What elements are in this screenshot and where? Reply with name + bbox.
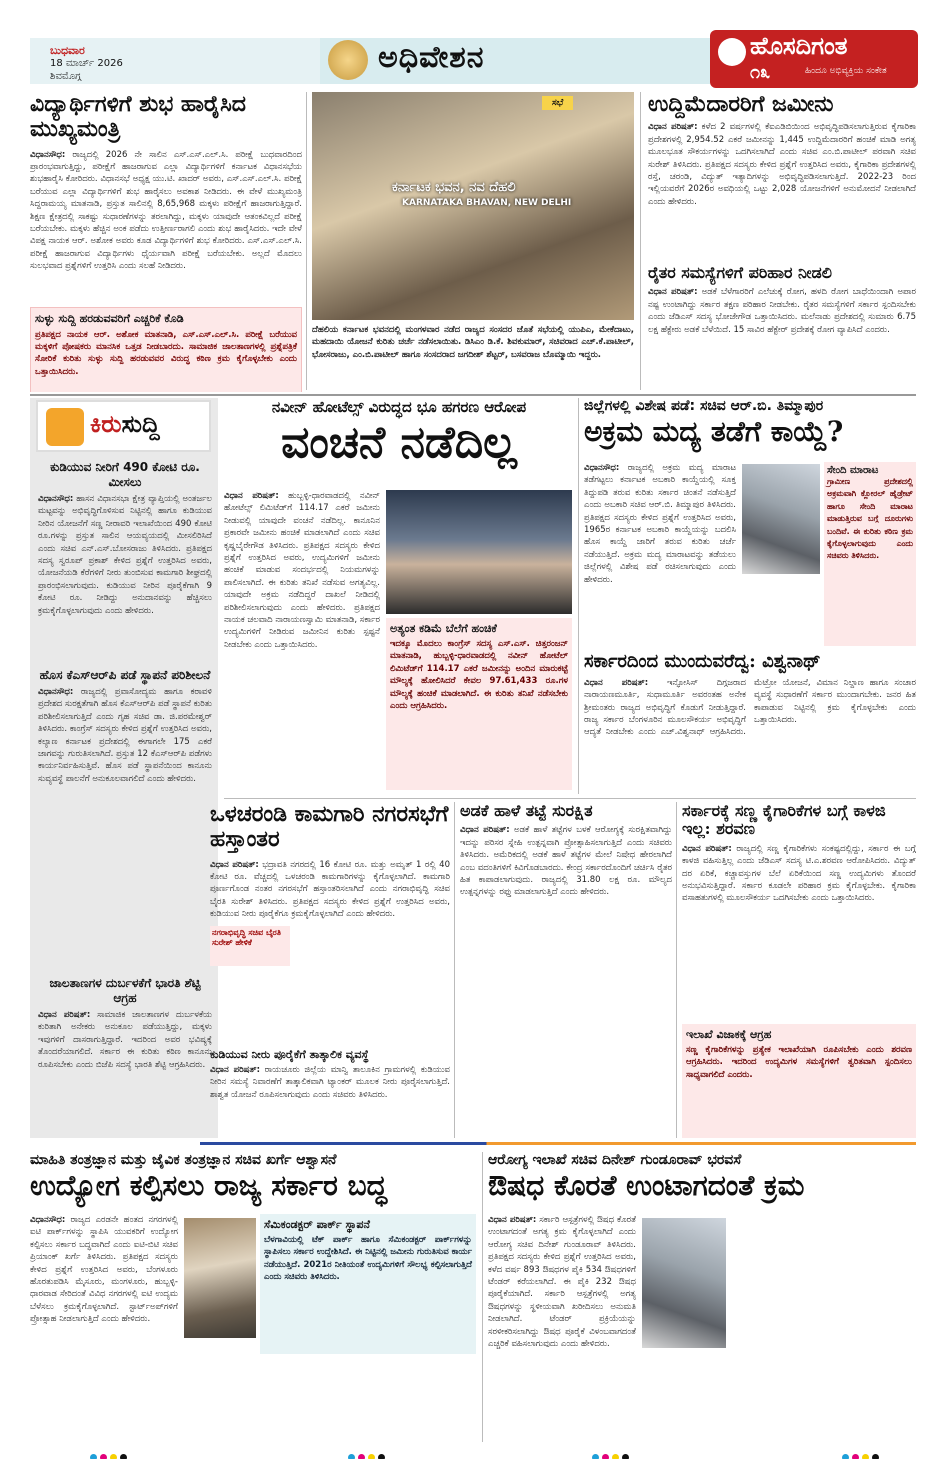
photo-minister (642, 1218, 726, 1348)
article-body: ಕಳೆದ 2 ವರ್ಷಗಳಲ್ಲಿ ಕೆಐಎಡಿಬಿಯಿಂದ ಅಭಿವೃದ್ಧಿಪಡಿಸಲಾಗುತ್ತಿರುವ ಕೈಗಾರಿಕಾ ಪ್ರದೇಶಗಳಲ್ಲಿ 2,954.52 ಎಕರೆ ಜಮೀನನ್ನು 1,445 ಉದ್ದಿಮೆದಾರರಿಗೆ ಹಂಚಿಕೆ ಮಾಡಿ ಅಗತ್ಯ ಮೂಲಭೂತ ಸೌಕರ್ಯಗಳನ್ನು ಒದಗಿಸಲಾಗಿದೆ ಎಂದು ಸಚಿವ ಎಂ.ಬಿ.ಪಾಟೀಲ್ ಪರವಾಗಿ ಸಚಿವ ಸುರೇಶ್ ತಿಳಿಸಿದರು. ಪ್ರತಿಪಕ್ಷದ ಸದಸ್ಯರು ಕೇಳಿದ ಪ್ರಶ್ನೆಗೆ ಉತ್ತರಿಸಿದ ಅವರು, ಕೈಗಾರಿಕಾ ಪ್ರದೇಶಗಳಲ್ಲಿ ರಸ್ತೆ, ಚರಂಡಿ, ವಿದ್ಯುತ್ ಇತ್ಯಾದಿಗಳನ್ನು ಅಭಿವೃದ್ಧಿಪಡಿಸಲಾಗುತ್ತಿದೆ. 2022-23 ರಿಂದ ಇಲ್ಲಿಯವರೆಗೆ 2026ರ ಅವಧಿಯಲ್ಲಿ ಒಟ್ಟು 2,028 ಯೋಜನೆಗಳಿಗೆ ಅನುಮೋದನೆ ನೀಡಲಾಗಿದೆ ಎಂದು ಹೇಳಿದರು. (648, 122, 916, 207)
label-part-b: ಸುದ್ದಿ (121, 410, 160, 438)
photo-meeting (312, 92, 634, 320)
news-title: ಹೊಸ ಕೆಎಸ್ಆರ್‌ಪಿ ಪಡೆ ಸ್ಥಾಪನೆ ಪರಿಶೀಲನೆ (39, 668, 211, 682)
article-headline: ಸರ್ಕಾರಕ್ಕೆ ಸಣ್ಣ ಕೈಗಾರಿಕೆಗಳ ಬಗ್ಗೆ ಕಾಳಜಿ ಇಲ್ಲ: ಶರವಣ (682, 802, 886, 839)
logo-tagline: ಹಿಂದೂ ಅಭಿವ್ಯಕ್ತಿಯ ಸಂಕೇತ (805, 66, 887, 76)
article-headline: ಔಷಧ ಕೊರತೆ ಉಂಟಾಗದಂತೆ ಕ್ರಮ (488, 1169, 805, 1202)
box-title: ಸುಳ್ಳು ಸುದ್ದಿ ಹರಡುವವರಿಗೆ ಎಚ್ಚರಿಕೆ ಕೊಡಿ (35, 311, 184, 325)
short-news-water (38, 460, 212, 650)
article-kicker: ನವೀನ್ ಹೋಟೆಲ್ಸ್ ವಿರುದ್ಧದ ಭೂ ಹಗರಣ ಆರೋಪ (271, 398, 527, 416)
article-headline: ವಂಚನೆ ನಡೆದಿಲ್ಲ (281, 417, 517, 468)
article-body: ಅಡಕೆ ಬೆಳೆಗಾರರಿಗೆ ಎಲೆಚುಕ್ಕೆ ರೋಗ, ಹಳದಿ ರೋಗ ಬಾಧೆಯಿಂದಾಗಿ ಅಪಾರ ನಷ್ಟ ಉಂಟಾಗಿದ್ದು ಸರ್ಕಾರ ತಕ್ಷಣ ಪರಿಹಾರ ನೀಡಬೇಕು. ರೈತರ ಸಮಸ್ಯೆಗಳಿಗೆ ಸರ್ಕಾರ ಸ್ಪಂದಿಸಬೇಕು ಎಂದು ಜೆಡಿಎಸ್ ಸದಸ್ಯ ಭೋಜೇಗೌಡ ಒತ್ತಾಯಿಸಿದರು. ಮಲೆನಾಡು ಪ್ರದೇಶದಲ್ಲಿ ಸುಮಾರು 6.75 ಲಕ್ಷ ಹೆಕ್ಟೇರು ಅಡಕೆ ಬೆಳೆಯಿದೆ. 15 ಸಾವಿರ ಹೆಕ್ಟೇರ್ ಪ್ರದೇಶಕ್ಕೆ ರೋಗ ವ್ಯಾಪಿಸಿದೆ ಎಂದರು. (648, 287, 916, 335)
box-title: ಇಲಾಖೆ ವಿಜಾಕಕ್ಕೆ ಆಗ್ರಹ (686, 1028, 772, 1041)
page-number: ೧೩ (750, 62, 771, 83)
article-headline: ವಿದ್ಯಾರ್ಥಿಗಳಿಗೆ ಶುಭ ಹಾರೈಸಿದ ಮುಖ್ಯಮಂತ್ರಿ (30, 92, 247, 143)
photo-caption: ದೆಹಲಿಯ ಕರ್ನಾಟಕ ಭವನದಲ್ಲಿ ಮಂಗಳವಾರ ನಡೆದ ರಾಜ್ಯದ ಸಂಸದರ ಜೊತೆ ಸಭೆಯಲ್ಲಿ ಯುಪಿಎ, ಮೇಕೆದಾಟು, ಮಹದಾಯಿ ಯೋಜನೆ ಕುರಿತು ಚರ್ಚೆ ನಡೆಸಲಾಯಿತು. ಡಿಸಿಎಂ ಡಿ.ಕೆ. ಶಿವಕುಮಾರ್, ಸಚಿವರಾದ ಎಚ್.ಕೆ.ಪಾಟೀಲ್, ಭೋಸರಾಜು, ಎಂ.ಬಿ.ಪಾಟೀಲ್ ಹಾಗೂ ಸಂಸದರಾದ ಜಗದೀಶ್ ಶೆಟ್ಟರ್, ಬಸವರಾಜ ಬೊಮ್ಮಾಯಿ ಇದ್ದರು. (312, 325, 634, 360)
issue-city: ಶಿವಮೊಗ್ಗ (50, 71, 82, 82)
article-body: ಇನ್ಫೋಸಿಸ್ ದಿಗ್ಗಜರಾದ ನಾರಾಯಣಮೂರ್ತಿ, ಸುಧಾಮೂರ್ತಿ ಅವರಂತಹ ಅನೇಕ ಶ್ರೀಮಂತರು ರಾಜ್ಯದ ಅಭಿವೃದ್ಧಿಗೆ ಕೊಡುಗೆ ನೀಡುತ್ತಿದ್ದಾರೆ. ರಾಜ್ಯ ಸರ್ಕಾರ ಬೆಂಗಳೂರಿನ ಮೂಲಸೌಕರ್ಯ ಅಭಿವೃದ್ಧಿಗೆ ಆದ್ಯತೆ ನೀಡಬೇಕು ಎಂದು ಎಚ್.ವಿಶ್ವನಾಥ್ ಆಗ್ರಹಿಸಿದರು. ಮೆಟ್ರೋ ಯೋಜನೆ, ವಿಮಾನ ನಿಲ್ದಾಣ ಹಾಗೂ ಸಂಚಾರ ವ್ಯವಸ್ಥೆ ಸುಧಾರಣೆಗೆ ಸರ್ಕಾರ ಮುಂದಾಗಬೇಕು. ಜನರ ಹಿತ ಕಾಪಾಡುವ ನಿಟ್ಟಿನಲ್ಲಿ ಕ್ರಮ ಕೈಗೊಳ್ಳಬೇಕು ಎಂದು ಒತ್ತಾಯಿಸಿದರು. (584, 677, 916, 738)
photo-sign: ಕರ್ನಾಟಕ ಭವನ, ನವ ದೆಹಲಿ (392, 180, 516, 195)
box-title: ಅತ್ಯಂತ ಕಡಿಮೆ ಬೆಲೆಗೆ ಹಂಚಿಕೆ (390, 622, 497, 635)
news-title: ಜಾಲತಾಣಗಳ ದುರ್ಬಳಕೆಗೆ ಭಾರತಿ ಶೆಟ್ಟಿ ಆಗ್ರಹ (49, 976, 201, 1005)
section-title: ಅಧಿವೇಶನ (378, 40, 485, 75)
logo-mark-icon (718, 38, 746, 66)
dateline: ವಿಧಾನ ಪರಿಷತ್: (210, 859, 259, 870)
news-body: ಸಾಮಾಜಿಕ ಜಾಲತಾಣಗಳ ದುರ್ಬಳಕೆಯ ಕುರಿತಾಗಿ ಅನೇಕರು ಅನುಕೂಲ ಪಡೆಯುತ್ತಿದ್ದು, ಮಕ್ಕಳು ಇವುಗಳಿಗೆ ದಾಸರಾಗುತ್ತಿದ್ದಾರೆ. ಇದರಿಂದ ಅವರ ಭವಿಷ್ಯಕ್ಕೆ ತೊಂದರೆಯಾಗಲಿದೆ. ಸರ್ಕಾರ ಈ ಕುರಿತು ಕಠಿಣ ಕಾನೂನು ರೂಪಿಸಬೇಕು ಎಂದು ಬಿಜೆಪಿ ಸದಸ್ಯೆ ಭಾರತಿ ಶೆಟ್ಟಿ ಆಗ್ರಹಿಸಿದರು. (38, 1010, 212, 1070)
article-it-jobs (30, 1152, 476, 1442)
logo-text: ಹೊಸದಿಗಂತ (750, 32, 848, 60)
article-body: ರಾಜ್ಯದ ಎರಡನೇ ಹಂತದ ನಗರಗಳಲ್ಲಿ ಐಟಿ ಪಾರ್ಕ್‌ಗಳನ್ನು ಸ್ಥಾಪಿಸಿ ಯುವಕರಿಗೆ ಉದ್ಯೋಗ ಕಲ್ಪಿಸಲು ಸರ್ಕಾರ ಬದ್ಧವಾಗಿದೆ ಎಂದು ಐಟಿ-ಬಿಟಿ ಸಚಿವ ಪ್ರಿಯಾಂಕ್ ಖರ್ಗೆ ತಿಳಿಸಿದರು. ಪ್ರತಿಪಕ್ಷದ ಸದಸ್ಯರು ಕೇಳಿದ ಪ್ರಶ್ನೆಗೆ ಉತ್ತರಿಸಿದ ಅವರು, ಬೆಂಗಳೂರು ಹೊರತುಪಡಿಸಿ ಮೈಸೂರು, ಮಂಗಳೂರು, ಹುಬ್ಬಳ್ಳಿ-ಧಾರವಾಡ ಸೇರಿದಂತೆ ವಿವಿಧ ನಗರಗಳಲ್ಲಿ ಐಟಿ ಉದ್ಯಮ ಬೆಳೆಸಲು ಕ್ರಮಕೈಗೊಳ್ಳಲಾಗಿದೆ. ಸ್ಟಾರ್ಟ್‌ಅಪ್‌ಗಳಿಗೆ ಪ್ರೋತ್ಸಾಹ ನೀಡಲಾಗುತ್ತಿದೆ ಎಂದು ಹೇಳಿದರು. (30, 1215, 178, 1325)
article-small-industries (682, 802, 916, 1138)
news-body: ಹಾಸನ ವಿಧಾನಸಭಾ ಕ್ಷೇತ್ರ ವ್ಯಾಪ್ತಿಯಲ್ಲಿ ಅಂತರ್ಜಲ ಮಟ್ಟವನ್ನು ಅಭಿವೃದ್ಧಿಗೊಳಿಸುವ ನಿಟ್ಟಿನಲ್ಲಿ ಹಾಗೂ ಕುಡಿಯುವ ನೀರಿನ ಯೋಜನೆಗೆ ಸಣ್ಣ ನೀರಾವರಿ ಇಲಾಖೆಯಿಂದ 490 ಕೋಟಿ ರೂ.ಗಳನ್ನು ಪ್ರಸ್ತುತ ಸಾಲಿನ ಆಯವ್ಯಯದಲ್ಲಿ ಮೀಸಲಿರಿಸಿದೆ ಎಂದು ಸಚಿವ ಎನ್.ಎಸ್.ಬೋಸರಾಜು ತಿಳಿಸಿದರು. ಪ್ರತಿಪಕ್ಷದ ಸದಸ್ಯ ಸ್ವರೂಪ್ ಪ್ರಕಾಶ್ ಕೇಳಿದ ಪ್ರಶ್ನೆಗೆ ಉತ್ತರಿಸಿದ ಅವರು, ಯೋಜನೆಯಡಿ ಕೆರೆಗಳಿಗೆ ನೀರು ತುಂಬಿಸುವ ಕಾಮಗಾರಿ ಶೀಘ್ರದಲ್ಲಿ ಪ್ರಾರಂಭಿಸಲಾಗುವುದು. ಕುಡಿಯುವ ನೀರಿನ ಪೂರೈಕೆಗಾಗಿ 9 ಕೋಟಿ ರೂ. ನೀಡಿದ್ದು ಅನುದಾನವನ್ನು ಹೆಚ್ಚಿಸಲು ಕ್ರಮಕೈಗೊಳ್ಳಲಾಗುವುದು ಎಂದು ಹೇಳಿದರು. (38, 494, 212, 616)
article-headline: ಉದ್ಯೋಗ ಕಲ್ಪಿಸಲು ರಾಜ್ಯ ಸರ್ಕಾರ ಬದ್ಧ (30, 1169, 387, 1202)
article-drainage (210, 802, 450, 1138)
article-body: ಅಡಕೆ ಹಾಳೆ ತಟ್ಟೆಗಳ ಬಳಕೆ ಆರೋಗ್ಯಕ್ಕೆ ಸುರಕ್ಷಿತವಾಗಿದ್ದು ಇದನ್ನು ಪರಿಸರ ಸ್ನೇಹಿ ಉತ್ಪನ್ನವಾಗಿ ಪ್ರೋತ್ಸಾಹಿಸಲಾಗುತ್ತಿದೆ ಎಂದು ಸಚಿವರು ತಿಳಿಸಿದರು. ಅಮೆರಿಕದಲ್ಲಿ ಅಡಕೆ ಹಾಳೆ ತಟ್ಟೆಗಳ ಮೇಲೆ ನಿಷೇಧ ಹೇರಲಾಗಿದೆ ಎಂಬ ವದಂತಿಗಳಿಗೆ ಕಿವಿಗೊಡಬಾರದು. ಕೇಂದ್ರ ಸರ್ಕಾರದೊಂದಿಗೆ ಚರ್ಚಿಸಿ ರೈತರ ಹಿತ ಕಾಪಾಡಲಾಗುವುದು. ರಾಜ್ಯದಲ್ಲಿ 31.80 ಲಕ್ಷ ರೂ. ಮೌಲ್ಯದ ಉತ್ಪನ್ನಗಳನ್ನು ರಫ್ತು ಮಾಡಲಾಗುತ್ತಿದೆ ಎಂದು ಹೇಳಿದರು. (460, 825, 672, 898)
pull-quote: ನಗರಾಭಿವೃದ್ಧಿ ಸಚಿವ ಬೈರತಿ ಸುರೇಶ್ ಹೇಳಿಕೆ (210, 926, 290, 966)
issue-day: ಬುಧವಾರ (50, 44, 85, 57)
issue-date: 18 ಮಾರ್ಚ್ 2026 (50, 58, 123, 69)
article-body: ರಾಜ್ಯದಲ್ಲಿ ಅಕ್ರಮ ಮದ್ಯ ಮಾರಾಟ ತಡೆಗಟ್ಟಲು ಕರ್ನಾಟಕ ಅಬಕಾರಿ ಕಾಯ್ದೆಯಲ್ಲಿ ಸೂಕ್ತ ತಿದ್ದುಪಡಿ ತರುವ ಕುರಿತು ಸರ್ಕಾರ ಚಿಂತನೆ ನಡೆಸುತ್ತಿದೆ ಎಂದು ಅಬಕಾರಿ ಸಚಿವ ಆರ್.ಬಿ. ತಿಮ್ಮಾಪುರ ತಿಳಿಸಿದರು. ಪ್ರತಿಪಕ್ಷದ ಸದಸ್ಯರು ಕೇಳಿದ ಪ್ರಶ್ನೆಗೆ ಉತ್ತರಿಸಿದ ಅವರು, 1965ರ ಕರ್ನಾಟಕ ಅಬಕಾರಿ ಕಾಯ್ದೆಯನ್ನು ಬದಲಿಸಿ ಹೊಸ ಕಾಯ್ದೆ ಜಾರಿಗೆ ತರುವ ಕುರಿತು ಚರ್ಚೆ ನಡೆಯುತ್ತಿದೆ. ಅಕ್ರಮ ಮದ್ಯ ಮಾರಾಟವನ್ನು ತಡೆಯಲು ಜಿಲ್ಲೆಗಳಲ್ಲಿ ವಿಶೇಷ ಪಡೆ ರಚಿಸಲಾಗುವುದು ಎಂದು ಹೇಳಿದರು. (584, 463, 736, 585)
photo-tag: ಸಭೆ (542, 96, 573, 110)
dateline: ವಿಧಾನಸೌಧ: (38, 494, 74, 504)
article-body: ಹುಬ್ಬಳ್ಳಿ-ಧಾರವಾಡದಲ್ಲಿ ನವೀನ್ ಹೋಟೆಲ್ಸ್ ಲಿಮಿಟೆಡ್‌ಗೆ 114.17 ಎಕರೆ ಜಮೀನು ನೀಡುವಲ್ಲಿ ಯಾವುದೇ ವಂಚನೆ ನಡೆದಿಲ್ಲ. ಕಾನೂನಿನ ಪ್ರಕಾರವೇ ಜಮೀನು ಹಂಚಿಕೆ ಮಾಡಲಾಗಿದೆ ಎಂದು ಸಚಿವ ಕೃಷ್ಣಬೈರೇಗೌಡ ತಿಳಿಸಿದರು. ಪ್ರತಿಪಕ್ಷದ ಸದಸ್ಯರು ಕೇಳಿದ ಪ್ರಶ್ನೆಗೆ ಉತ್ತರಿಸಿದ ಅವರು, ಉದ್ಯಮಿಗಳಿಗೆ ಜಮೀನು ಹಂಚಿಕೆ ಮಾಡುವ ಸಂದರ್ಭದಲ್ಲಿ ನಿಯಮಗಳನ್ನು ಪಾಲಿಸಲಾಗಿದೆ. ಈ ಕುರಿತು ತನಿಖೆ ನಡೆಸುವ ಅಗತ್ಯವಿಲ್ಲ. ಯಾವುದೇ ಅಕ್ರಮ ನಡೆದಿದ್ದರೆ ದಾಖಲೆ ನೀಡಿದಲ್ಲಿ ಪರಿಶೀಲಿಸಲಾಗುವುದು ಎಂದು ಹೇಳಿದರು. ಪ್ರತಿಪಕ್ಷದ ನಾಯಕ ಚಲವಾದಿ ನಾರಾಯಣಸ್ವಾಮಿ ಮಾತನಾಡಿ, ಸರ್ಕಾರ ಉದ್ಯಮಿಗಳಿಗೆ ನೀಡಿರುವ ಜಮೀನಿನ ಕುರಿತು ಸ್ಪಷ್ಟನೆ ನೀಡಬೇಕು ಎಂದು ಒತ್ತಾಯಿಸಿದರು. (224, 491, 380, 650)
dateline: ವಿಧಾನ ಪರಿಷತ್: (648, 287, 698, 298)
article-body: ರಾಜ್ಯದಲ್ಲಿ ಸಣ್ಣ ಕೈಗಾರಿಕೆಗಳು ಸಂಕಷ್ಟದಲ್ಲಿದ್ದು, ಸರ್ಕಾರ ಈ ಬಗ್ಗೆ ಕಾಳಜಿ ವಹಿಸುತ್ತಿಲ್ಲ ಎಂದು ಜೆಡಿಎಸ್ ಸದಸ್ಯ ಟಿ.ಎ.ಶರವಣ ಆರೋಪಿಸಿದರು. ವಿದ್ಯುತ್ ದರ ಏರಿಕೆ, ಕಚ್ಚಾವಸ್ತುಗಳ ಬೆಲೆ ಏರಿಕೆಯಿಂದ ಸಣ್ಣ ಉದ್ಯಮಿಗಳು ತೊಂದರೆ ಅನುಭವಿಸುತ್ತಿದ್ದಾರೆ. ಸರ್ಕಾರ ಕೂಡಲೇ ಪರಿಹಾರ ಕ್ರಮ ಕೈಗೊಳ್ಳಬೇಕು. ಕೈಗಾರಿಕಾ ವಸಾಹತುಗಳಲ್ಲಿ ಮೂಲಸೌಕರ್ಯ ಒದಗಿಸಬೇಕು ಎಂದು ಒತ್ತಾಯಿಸಿದರು. (682, 843, 916, 904)
news-title: ಕುಡಿಯುವ ನೀರಿಗೆ 490 ಕೋಟಿ ರೂ. ಮೀಸಲು (50, 460, 200, 489)
label-part-a: ಕಿರು (90, 410, 122, 438)
news-body: ರಾಜ್ಯದಲ್ಲಿ ಪ್ರವಾಸೋದ್ಯಮ ಹಾಗೂ ಕರಾವಳಿ ಪ್ರದೇಶದ ಸುರಕ್ಷತೆಗಾಗಿ ಹೊಸ ಕೆಎಸ್ಆರ್‌ಪಿ ಪಡೆ ಸ್ಥಾಪನೆ ಕುರಿತು ಪರಿಶೀಲಿಸಲಾಗುತ್ತಿದೆ ಎಂದು ಗೃಹ ಸಚಿವ ಡಾ. ಜಿ.ಪರಮೇಶ್ವರ್ ತಿಳಿಸಿದರು. ಕಾಂಗ್ರೆಸ್ ಸದಸ್ಯರು ಕೇಳಿದ ಪ್ರಶ್ನೆಗೆ ಉತ್ತರಿಸಿದ ಅವರು, ಕಲ್ಯಾಣ ಕರ್ನಾಟಕ ಪ್ರದೇಶದಲ್ಲಿ ಈಗಾಗಲೇ 175 ಎಕರೆ ಜಾಗವನ್ನು ಗುರುತಿಸಲಾಗಿದೆ. ಪ್ರಸ್ತುತ 12 ಕೆಎಸ್ಆರ್‌ಪಿ ಪಡೆಗಳು ಕಾರ್ಯನಿರ್ವಹಿಸುತ್ತಿವೆ. ಹೊಸ ಪಡೆ ಸ್ಥಾಪನೆಯಿಂದ ಕಾನೂನು ಸುವ್ಯವಸ್ಥೆ ಪಾಲನೆಗೆ ಅನುಕೂಲವಾಗಲಿದೆ ಎಂದು ಹೇಳಿದರು. (38, 687, 212, 784)
sidebar-box (386, 618, 572, 790)
newspaper-logo (710, 30, 918, 88)
article-body-cont (732, 1214, 916, 1442)
article-headline: ಕುಡಿಯುವ ನೀರು ಪೂರೈಕೆಗೆ ತಾತ್ಕಾಲಿಕ ವ್ಯವಸ್ಥೆ (210, 1048, 369, 1061)
article-vishwanath (584, 652, 916, 794)
print-registration-marks (90, 1446, 130, 1454)
photo-minister (184, 1218, 256, 1338)
dateline: ವಿಧಾನ ಪರಿಷತ್: (488, 1215, 537, 1225)
article-headline: ಉದ್ದಿಮೆದಾರರಿಗೆ ಜಮೀನು (648, 92, 834, 117)
photo-minister-speaking (386, 490, 572, 614)
article-areca-plates (460, 802, 672, 1138)
dateline: ವಿಧಾನ ಪರಿಷತ್: (210, 1065, 260, 1075)
photo-minister (742, 464, 820, 574)
dateline: ವಿಧಾನ ಪರಿಷತ್: (682, 843, 732, 854)
article-land-scam (224, 398, 574, 794)
article-kicker: ಮಾಹಿತಿ ತಂತ್ರಜ್ಞಾನ ಮತ್ತು ಜೈವಿಕ ತಂತ್ರಜ್ಞಾನ ಸಚಿವ ಖರ್ಗೆ ಆಶ್ವಾಸನೆ (30, 1152, 337, 1168)
article-kicker: ಆರೋಗ್ಯ ಇಲಾಖೆ ಸಚಿವ ದಿನೇಶ್ ಗುಂಡೂರಾವ್ ಭರವಸೆ (488, 1152, 742, 1168)
box-body: ಪ್ರತಿಪಕ್ಷದ ನಾಯಕ ಆರ್. ಅಶೋಕ ಮಾತನಾಡಿ, ಎಸ್.ಎಸ್.ಎಲ್.ಸಿ. ಪರೀಕ್ಷೆ ಬರೆಯುವ ಮಕ್ಕಳಿಗೆ ಪೋಷಕರು ಮಾನಸಿಕ ಒತ್ತಡ ನೀಡಬಾರದು. ಸಾಮಾಜಿಕ ಜಾಲತಾಣಗಳಲ್ಲಿ ಪ್ರಶ್ನೆಪತ್ರಿಕೆ ಸೋರಿಕೆ ಕುರಿತು ಸುಳ್ಳು ಸುದ್ದಿ ಹರಡುವವರ ವಿರುದ್ಧ ಕಠಿಣ ಕ್ರಮ ಕೈಗೊಳ್ಳಬೇಕು ಎಂದು ಒತ್ತಾಯಿಸಿದರು. (35, 329, 297, 377)
short-news-social-media (38, 976, 212, 1136)
short-news-column (30, 398, 218, 1138)
article-cm-wishes (30, 92, 302, 392)
dateline: ವಿಧಾನ ಪರಿಷತ್: (648, 122, 698, 133)
dateline: ವಿಧಾನಸೌಧ: (30, 1215, 66, 1225)
dateline: ವಿಧಾನ ಪರಿಷತ್: (460, 825, 510, 836)
dateline: ವಿಧಾನಸೌಧ: (30, 149, 66, 160)
box-body: ಸಣ್ಣ ಕೈಗಾರಿಕೆಗಳನ್ನು ಪ್ರತ್ಯೇಕ ಇಲಾಖೆಯಾಗಿ ರೂಪಿಸಬೇಕು ಎಂದು ಶರವಣ ಆಗ್ರಹಿಸಿದರು. ಇದರಿಂದ ಉದ್ಯಮಿಗಳ ಸಮಸ್ಯೆಗಳಿಗೆ ತ್ವರಿತವಾಗಿ ಸ್ಪಂದಿಸಲು ಸಾಧ್ಯವಾಗಲಿದೆ ಎಂದರು. (686, 1045, 912, 1080)
short-news-ksrp (38, 668, 212, 968)
article-headline: ಅಡಕೆ ಹಾಳೆ ತಟ್ಟೆ ಸುರಕ್ಷಿತ (460, 802, 593, 820)
article-body: ರಾಜ್ಯದಲ್ಲಿ 2026 ನೇ ಸಾಲಿನ ಎಸ್.ಎಸ್.ಎಲ್.ಸಿ. ಪರೀಕ್ಷೆ ಬುಧವಾರದಿಂದ ಪ್ರಾರಂಭವಾಗುತ್ತಿದ್ದು, ಪರೀಕ್ಷೆಗೆ ಹಾಜರಾಗುವ ಎಲ್ಲಾ ವಿದ್ಯಾರ್ಥಿಗಳಿಗೆ ಕರ್ನಾಟಕ ವಿಧಾನಸಭೆಯ ಶುಭಹಾರೈಸಿ ಕೋರಿದರು. ವಿಧಾನಸಭೆ ಅಧ್ಯಕ್ಷ ಯು.ಟಿ. ಖಾದರ್ ಅವರು, ಎಸ್.ಎಸ್.ಎಲ್.ಸಿ. ಪರೀಕ್ಷೆ ಬರೆಯುವ ಎಲ್ಲಾ ವಿದ್ಯಾರ್ಥಿಗಳಿಗೆ ಶುಭ ಹಾರೈಸಲು ಅವಕಾಶ ನೀಡಿದರು. ಈ ವೇಳೆ ಮುಖ್ಯಮಂತ್ರಿ ಸಿದ್ದರಾಮಯ್ಯ ಮಾತನಾಡಿ, ಪ್ರಸ್ತುತ ಸಾಲಿನಲ್ಲಿ 8,65,968 ಮಕ್ಕಳು ಪರೀಕ್ಷೆಗೆ ಹಾಜರಾಗುತ್ತಿದ್ದಾರೆ. ಶಿಕ್ಷಣ ಕ್ಷೇತ್ರದಲ್ಲಿ ಸಾಕಷ್ಟು ಸುಧಾರಣೆಗಳನ್ನು ತರಲಾಗಿದ್ದು, ಮಕ್ಕಳು ಯಾವುದೇ ಆತಂಕವಿಲ್ಲದೆ ಪರೀಕ್ಷೆ ಬರೆಯಬೇಕು. ಮಕ್ಕಳು ಹೆಚ್ಚಿನ ಅಂಕ ಪಡೆದು ಉತ್ತೀರ್ಣರಾಗಲಿ ಎಂದು ಶುಭ ಹಾರೈಸಿದರು. ಇದೇ ವೇಳೆ ವಿಪಕ್ಷ ನಾಯಕ ಆರ್. ಅಶೋಕ ಅವರು ಕೂಡ ವಿದ್ಯಾರ್ಥಿಗಳಿಗೆ ಶುಭ ಕೋರಿದರು. ಎಸ್.ಎಸ್.ಎಲ್.ಸಿ. ಪರೀಕ್ಷೆ ಹಾಜರಾಗುವ ವಿದ್ಯಾರ್ಥಿಗಳು ಧೈರ್ಯವಾಗಿ ಪರೀಕ್ಷೆ ಬರೆಯಬೇಕು. ಅಲ್ಲದೆ ಮೊದಲು ಸುಲಭವಾದ ಪ್ರಶ್ನೆಗಳಿಗೆ ಉತ್ತರಿಸಿ ಎಂದು ಸಲಹೆ ನೀಡಿದರು. (30, 149, 302, 272)
dateline: ವಿಧಾನಸೌಧ: (584, 463, 620, 473)
box-body: ಇದಕ್ಕೂ ಮೊದಲು ಕಾಂಗ್ರೆಸ್ ಸದಸ್ಯ ಎಸ್.ಎಸ್. ಚಿತ್ತರಂಜನ್ ಮಾತನಾಡಿ, ಹುಬ್ಬಳ್ಳಿ-ಧಾರವಾಡದಲ್ಲಿ ನವೀನ್ ಹೋಟೆಲ್ ಲಿಮಿಟೆಡ್‌ಗೆ 114.17 ಎಕರೆ ಜಮೀನನ್ನು ಅಂದಿನ ಮಾರುಕಟ್ಟೆ ಮೌಲ್ಯಕ್ಕೆ ಹೋಲಿಸಿದರೆ ಕೇವಲ 97.61,433 ರೂ.ಗಳ ಮೌಲ್ಯಕ್ಕೆ ಹಂಚಿಕೆ ಮಾಡಲಾಗಿದೆ. ಈ ಕುರಿತು ತನಿಖೆ ನಡೆಸಬೇಕು ಎಂದು ಆಗ್ರಹಿಸಿದರು. (390, 639, 568, 712)
hand-icon (46, 408, 84, 446)
box-body: ಗ್ರಾಮೀಣ ಪ್ರದೇಶದಲ್ಲಿ ಅಕ್ರಮವಾಗಿ ಕ್ಲೋರಲ್ ಹೈಡ್ರೇಟ್ ಹಾಗೂ ಸೇಂದಿ ಮಾರಾಟ ಮಾಡುತ್ತಿರುವ ಬಗ್ಗೆ ದೂರುಗಳು ಬಂದಿವೆ. ಈ ಕುರಿತು ಕಠಿಣ ಕ್ರಮ ಕೈಗೊಳ್ಳಲಾಗುವುದು ಎಂದು ಸಚಿವರು ತಿಳಿಸಿದರು. (827, 477, 913, 561)
box-body: ಬೆಳಗಾವಿಯಲ್ಲಿ ಟೆಕ್ ಪಾರ್ಕ್ ಹಾಗೂ ಸೆಮಿಕಂಡಕ್ಟರ್ ಪಾರ್ಕ್‌ಗಳನ್ನು ಸ್ಥಾಪಿಸಲು ಸರ್ಕಾರ ಉದ್ದೇಶಿಸಿದೆ. ಈ ನಿಟ್ಟಿನಲ್ಲಿ ಜಮೀನು ಗುರುತಿಸುವ ಕಾರ್ಯ ನಡೆಯುತ್ತಿದೆ. 2021ರ ನೀತಿಯಂತೆ ಉದ್ಯಮಿಗಳಿಗೆ ಸೌಲಭ್ಯ ಕಲ್ಪಿಸಲಾಗುತ್ತಿದೆ ಎಂದು ಸಚಿವರು ತಿಳಿಸಿದರು. (264, 1235, 472, 1283)
article-headline: ರೈತರ ಸಮಸ್ಯೆಗಳಿಗೆ ಪರಿಹಾರ ನೀಡಲಿ (648, 264, 832, 282)
sidebar-box (30, 307, 302, 392)
article-body: ಸರ್ಕಾರಿ ಆಸ್ಪತ್ರೆಗಳಲ್ಲಿ ಔಷಧ ಕೊರತೆ ಉಂಟಾಗದಂತೆ ಅಗತ್ಯ ಕ್ರಮ ಕೈಗೊಳ್ಳಲಾಗಿದೆ ಎಂದು ಆರೋಗ್ಯ ಸಚಿವ ದಿನೇಶ್ ಗುಂಡೂರಾವ್ ತಿಳಿಸಿದರು. ಪ್ರತಿಪಕ್ಷದ ಸದಸ್ಯರು ಕೇಳಿದ ಪ್ರಶ್ನೆಗೆ ಉತ್ತರಿಸಿದ ಅವರು, ಕಳೆದ ವರ್ಷ 893 ಔಷಧಗಳ ಪೈಕಿ 534 ಔಷಧಗಳಿಗೆ ಟೆಂಡರ್ ಕರೆಯಲಾಗಿದೆ. ಈ ಪೈಕಿ 232 ಔಷಧ ಪೂರೈಕೆಯಾಗಿದೆ. ಸರ್ಕಾರಿ ಆಸ್ಪತ್ರೆಗಳಲ್ಲಿ ಅಗತ್ಯ ಔಷಧಗಳನ್ನು ಸ್ಥಳೀಯವಾಗಿ ಖರೀದಿಸಲು ಅನುಮತಿ ನೀಡಲಾಗಿದೆ. ಟೆಂಡರ್ ಪ್ರಕ್ರಿಯೆಯನ್ನು ಸರಳೀಕರಿಸಲಾಗಿದ್ದು ಔಷಧ ಪೂರೈಕೆ ವಿಳಂಬವಾಗದಂತೆ ಎಚ್ಚರಿಕೆ ವಹಿಸಲಾಗುವುದು ಎಂದು ಹೇಳಿದರು. (488, 1215, 636, 1350)
article-medicine-shortage (488, 1152, 916, 1442)
dateline: ವಿಧಾನ ಪರಿಷತ್: (584, 677, 649, 688)
article-water-supply (210, 1048, 450, 1138)
article-kicker: ಜಿಲ್ಲೆಗಳಲ್ಲಿ ವಿಶೇಷ ಪಡೆ: ಸಚಿವ ಆರ್.ಬಿ. ತಿಮ್ಮಾಪುರ (584, 398, 824, 414)
sidebar-box (824, 462, 916, 646)
box-title: ಸೇಂದಿ ಮಾರಾಟ (827, 465, 879, 476)
masthead-date-block (30, 38, 320, 84)
sidebar-box (260, 1214, 476, 1354)
dateline: ವಿಧಾನಸೌಧ: (38, 687, 74, 697)
article-headline: ಸರ್ಕಾರದಿಂದ ಮುಂದುವರೆದ್ವ: ವಿಶ್ವನಾಥ್ (584, 652, 821, 672)
box-title: ಸೆಮಿಕಂಡಕ್ಟರ್ ಪಾರ್ಕ್ ಸ್ಥಾಪನೆ (264, 1218, 370, 1231)
article-land-allotment (648, 92, 916, 262)
section-banner (320, 38, 710, 84)
dateline: ವಿಧಾನ ಪರಿಷತ್: (224, 491, 279, 501)
photo-sign-en: KARNATAKA BHAVAN, NEW DELHI (402, 198, 572, 208)
article-illegal-liquor (584, 398, 916, 648)
short-news-label (36, 400, 211, 452)
sidebar-box (682, 1024, 916, 1138)
article-headline: ಒಳಚರಂಡಿ ಕಾಮಗಾರಿ ನಗರಸಭೆಗೆ ಹಸ್ತಾಂತರ (210, 802, 449, 853)
dateline: ವಿಧಾನ ಪರಿಷತ್: (38, 1010, 91, 1020)
article-headline: ಅಕ್ರಮ ಮದ್ಯ ತಡೆಗೆ ಕಾಯ್ದೆ? (584, 415, 844, 448)
article-farmers (648, 264, 916, 390)
article-body: ಭದ್ರಾವತಿ ನಗರದಲ್ಲಿ 16 ಕೋಟಿ ರೂ. ಮತ್ತು ಅಮೃತ್ 1 ರಲ್ಲಿ 40 ಕೋಟಿ ರೂ. ವೆಚ್ಚದಲ್ಲಿ ಒಳಚರಂಡಿ ಕಾಮಗಾರಿಗಳನ್ನು ಕೈಗೊಳ್ಳಲಾಗಿದೆ. ಕಾಮಗಾರಿ ಪೂರ್ಣಗೊಂಡ ನಂತರ ನಗರಸಭೆಗೆ ಹಸ್ತಾಂತರಿಸಲಾಗಿದೆ ಎಂದು ನಗರಾಭಿವೃದ್ಧಿ ಸಚಿವ ಬೈರತಿ ಸುರೇಶ್ ತಿಳಿಸಿದರು. ಪ್ರತಿಪಕ್ಷದ ಸದಸ್ಯರು ಕೇಳಿದ ಪ್ರಶ್ನೆಗೆ ಉತ್ತರಿಸಿದ ಅವರು, ಕುಡಿಯುವ ನೀರು ಪೂರೈಕೆಗೂ ಕ್ರಮಕೈಗೊಳ್ಳಲಾಗಿದೆ ಎಂದು ಹೇಳಿದರು. (210, 859, 450, 920)
article-body: ರಾಯಚೂರು ಜಿಲ್ಲೆಯ ಮಾನ್ವಿ ತಾಲೂಕಿನ ಗ್ರಾಮಗಳಲ್ಲಿ ಕುಡಿಯುವ ನೀರಿನ ಸಮಸ್ಯೆ ನಿವಾರಣೆಗೆ ತಾತ್ಕಾಲಿಕವಾಗಿ ಟ್ಯಾಂಕರ್ ಮೂಲಕ ನೀರು ಪೂರೈಸಲಾಗುತ್ತಿದೆ. ಶಾಶ್ವತ ಯೋಜನೆ ರೂಪಿಸಲಾಗುವುದು ಎಂದು ಸಚಿವರು ತಿಳಿಸಿದರು. (210, 1065, 450, 1100)
emblem-icon (328, 40, 368, 80)
